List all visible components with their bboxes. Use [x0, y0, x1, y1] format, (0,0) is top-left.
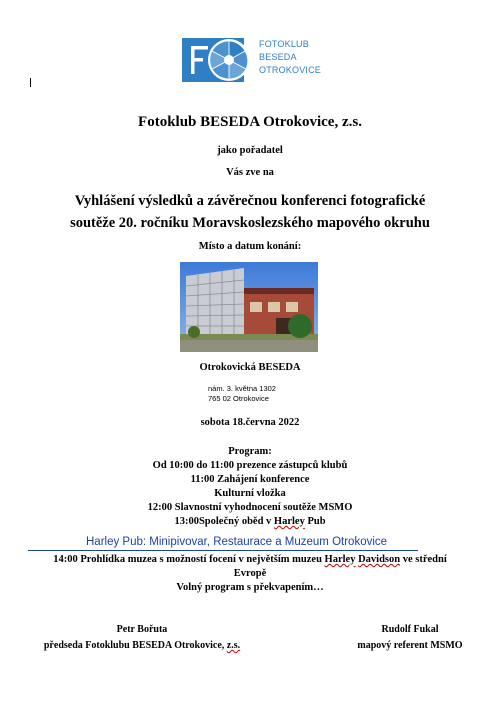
program-item: Kulturní vložka — [214, 488, 286, 499]
venue-street: nám. 3. května 1302 — [208, 384, 276, 393]
text-cursor — [30, 78, 31, 87]
invite-text: Vás zve na — [226, 167, 274, 178]
venue-photo — [180, 262, 318, 352]
signature-right — [330, 622, 490, 654]
museum-tour — [30, 553, 470, 595]
logo-line-3: OTROKOVICE — [259, 65, 322, 75]
event-heading-line-2: soutěže 20. ročníku Moravskoslezského mapového okruhu — [70, 215, 430, 231]
link-underline — [28, 550, 418, 551]
museum-tour-line-2: Evropě — [233, 568, 267, 579]
spellcheck-word: Harley — [324, 554, 356, 565]
spellcheck-word: z.s. — [226, 640, 241, 651]
free-program: Volný program s překvapením… — [176, 582, 324, 593]
place-date-label: Místo a datum konání: — [198, 241, 302, 252]
program-item: 12:00 Slavnostní vyhodnocení soutěže MSMO — [147, 502, 353, 513]
spellcheck-word: Harley — [273, 516, 305, 527]
organizer-role: jako pořadatel — [217, 145, 283, 156]
signature-left-role: předseda Fotoklubu BESEDA Otrokovice, z.s. — [43, 640, 241, 651]
signature-left — [22, 622, 262, 654]
program-item: 11:00 Zahájení konference — [190, 474, 310, 485]
program-label: Program: — [228, 446, 272, 457]
program-item-lunch: 13:00Společný oběd v Harley Pub — [174, 516, 326, 527]
signature-right-name: Rudolf Fukal — [381, 624, 439, 635]
logo-line-1: FOTOKLUB — [259, 39, 309, 49]
spellcheck-word: Davidson — [358, 554, 401, 565]
logo-line-2: BESEDA — [259, 52, 297, 62]
event-heading — [0, 190, 500, 234]
program-item: Od 10:00 do 11:00 prezence zástupců klubů — [152, 460, 348, 471]
signature-left-name: Petr Bořuta — [116, 624, 168, 635]
harley-pub-link[interactable]: Harley Pub: Minipivovar, Restaurace a Muzeum Otrokovice — [86, 536, 388, 548]
program-block — [0, 445, 500, 529]
signature-right-role: mapový referent MSMO — [357, 640, 463, 651]
museum-tour-line-1: 14:00 Prohlídka muzea s možností focení v největším muzeu Harley Davidson ve střední — [53, 554, 447, 565]
venue-city: 765 02 Otrokovice — [208, 394, 269, 403]
event-date: sobota 18.června 2022 — [200, 417, 300, 428]
logo-wordmark — [259, 38, 321, 77]
organizer-title: Fotoklub BESEDA Otrokovice, z.s. — [138, 114, 362, 130]
venue-name: Otrokovická BESEDA — [199, 362, 301, 373]
event-heading-line-1: Vyhlášení výsledků a závěrečnou konferenci fotografické — [74, 193, 426, 209]
